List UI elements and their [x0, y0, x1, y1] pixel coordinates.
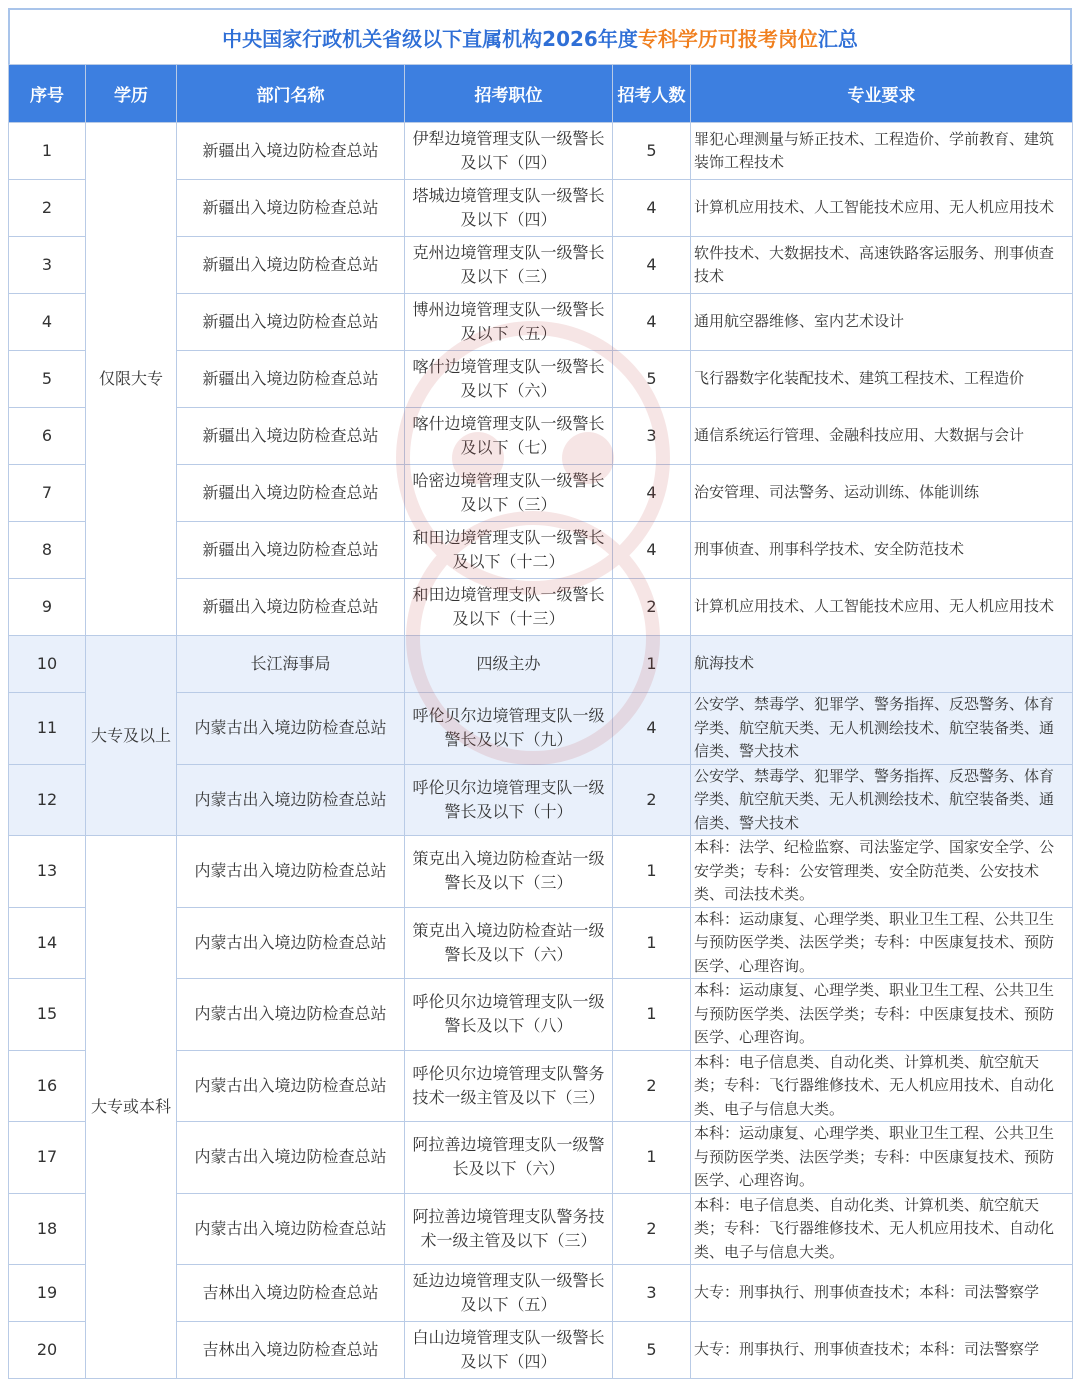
cell-count: 1 [613, 907, 691, 979]
cell-department: 吉林出入境边防检查总站 [177, 1322, 405, 1379]
cell-count: 1 [613, 1122, 691, 1194]
cell-position: 塔城边境管理支队一级警长及以下（四） [405, 180, 613, 237]
cell-no: 13 [9, 836, 86, 908]
cell-count: 5 [613, 123, 691, 180]
cell-department: 新疆出入境边防检查总站 [177, 237, 405, 294]
cell-count: 2 [613, 1193, 691, 1265]
cell-no: 19 [9, 1265, 86, 1322]
cell-count: 4 [613, 237, 691, 294]
cell-position: 阿拉善边境管理支队一级警长及以下（六） [405, 1122, 613, 1194]
cell-position: 和田边境管理支队一级警长及以下（十二） [405, 522, 613, 579]
cell-position: 呼伦贝尔边境管理支队一级警长及以下（十） [405, 764, 613, 836]
cell-department: 新疆出入境边防检查总站 [177, 408, 405, 465]
cell-no: 17 [9, 1122, 86, 1194]
cell-position: 四级主办 [405, 636, 613, 693]
cell-count: 4 [613, 294, 691, 351]
cell-major: 本科：电子信息类、自动化类、计算机类、航空航天类；专科：飞行器维修技术、无人机应用技术、自动化类、电子与信息大类。 [691, 1050, 1073, 1122]
cell-count: 2 [613, 764, 691, 836]
cell-department: 新疆出入境边防检查总站 [177, 351, 405, 408]
cell-position: 呼伦贝尔边境管理支队警务技术一级主管及以下（三） [405, 1050, 613, 1122]
cell-no: 10 [9, 636, 86, 693]
cell-no: 16 [9, 1050, 86, 1122]
cell-count: 4 [613, 522, 691, 579]
cell-major: 刑事侦查、刑事科学技术、安全防范技术 [691, 522, 1073, 579]
cell-position: 策克出入境边防检查站一级警长及以下（三） [405, 836, 613, 908]
table-title [8, 8, 1072, 64]
cell-department: 新疆出入境边防检查总站 [177, 522, 405, 579]
cell-major: 通用航空器维修、室内艺术设计 [691, 294, 1073, 351]
cell-position: 喀什边境管理支队一级警长及以下（七） [405, 408, 613, 465]
cell-major: 软件技术、大数据技术、高速铁路客运服务、刑事侦查技术 [691, 237, 1073, 294]
cell-no: 8 [9, 522, 86, 579]
cell-department: 新疆出入境边防检查总站 [177, 579, 405, 636]
table-sheet [8, 8, 1072, 1376]
title-tail: 汇总 [817, 26, 858, 51]
cell-major: 计算机应用技术、人工智能技术应用、无人机应用技术 [691, 579, 1073, 636]
cell-major: 大专：刑事执行、刑事侦查技术；本科：司法警察学 [691, 1322, 1073, 1379]
table-row [9, 123, 1073, 180]
cell-major: 公安学、禁毒学、犯罪学、警务指挥、反恐警务、体育学类、航空航天类、无人机测绘技术、航空装备类、通信类、警犬技术 [691, 764, 1073, 836]
cell-position: 克州边境管理支队一级警长及以下（三） [405, 237, 613, 294]
header-department: 部门名称 [177, 65, 405, 123]
cell-no: 11 [9, 693, 86, 765]
cell-position: 呼伦贝尔边境管理支队一级警长及以下（九） [405, 693, 613, 765]
cell-count: 1 [613, 836, 691, 908]
cell-position: 阿拉善边境管理支队警务技术一级主管及以下（三） [405, 1193, 613, 1265]
cell-department: 新疆出入境边防检查总站 [177, 294, 405, 351]
cell-department: 新疆出入境边防检查总站 [177, 465, 405, 522]
cell-no: 12 [9, 764, 86, 836]
cell-department: 新疆出入境边防检查总站 [177, 180, 405, 237]
cell-major: 治安管理、司法警务、运动训练、体能训练 [691, 465, 1073, 522]
cell-department: 内蒙古出入境边防检查总站 [177, 693, 405, 765]
header-education: 学历 [86, 65, 177, 123]
cell-no: 2 [9, 180, 86, 237]
cell-major: 大专：刑事执行、刑事侦查技术；本科：司法警察学 [691, 1265, 1073, 1322]
cell-major: 本科：电子信息类、自动化类、计算机类、航空航天类；专科：飞行器维修技术、无人机应用技术、自动化类、电子与信息大类。 [691, 1193, 1073, 1265]
cell-department: 吉林出入境边防检查总站 [177, 1265, 405, 1322]
cell-no: 7 [9, 465, 86, 522]
cell-major: 本科：运动康复、心理学类、职业卫生工程、公共卫生与预防医学类、法医学类；专科：中医康复技术、预防医学、心理咨询。 [691, 1122, 1073, 1194]
cell-major: 航海技术 [691, 636, 1073, 693]
cell-department: 内蒙古出入境边防检查总站 [177, 1050, 405, 1122]
cell-no: 18 [9, 1193, 86, 1265]
header-major: 专业要求 [691, 65, 1073, 123]
table-row [9, 836, 1073, 908]
cell-count: 4 [613, 465, 691, 522]
title-highlight: 专科学历可报考岗位 [637, 26, 818, 51]
cell-major: 罪犯心理测量与矫正技术、工程造价、学前教育、建筑装饰工程技术 [691, 123, 1073, 180]
header-row [9, 65, 1073, 123]
cell-department: 内蒙古出入境边防检查总站 [177, 907, 405, 979]
header-no: 序号 [9, 65, 86, 123]
cell-department: 内蒙古出入境边防检查总站 [177, 1193, 405, 1265]
table-row [9, 636, 1073, 693]
cell-position: 伊犁边境管理支队一级警长及以下（四） [405, 123, 613, 180]
cell-department: 内蒙古出入境边防检查总站 [177, 836, 405, 908]
cell-position: 和田边境管理支队一级警长及以下（十三） [405, 579, 613, 636]
cell-count: 2 [613, 1050, 691, 1122]
cell-education-group: 大专及以上 [86, 636, 177, 836]
cell-count: 2 [613, 579, 691, 636]
cell-education-group: 大专或本科 [86, 836, 177, 1379]
cell-count: 3 [613, 1265, 691, 1322]
cell-major: 公安学、禁毒学、犯罪学、警务指挥、反恐警务、体育学类、航空航天类、无人机测绘技术、航空装备类、通信类、警犬技术 [691, 693, 1073, 765]
cell-position: 策克出入境边防检查站一级警长及以下（六） [405, 907, 613, 979]
cell-no: 3 [9, 237, 86, 294]
cell-position: 白山边境管理支队一级警长及以下（四） [405, 1322, 613, 1379]
cell-no: 6 [9, 408, 86, 465]
cell-no: 4 [9, 294, 86, 351]
cell-count: 4 [613, 180, 691, 237]
cell-no: 9 [9, 579, 86, 636]
cell-no: 5 [9, 351, 86, 408]
cell-major: 计算机应用技术、人工智能技术应用、无人机应用技术 [691, 180, 1073, 237]
cell-department: 长江海事局 [177, 636, 405, 693]
cell-no: 15 [9, 979, 86, 1051]
cell-education-group: 仅限大专 [86, 123, 177, 636]
header-count: 招考人数 [613, 65, 691, 123]
cell-no: 1 [9, 123, 86, 180]
cell-no: 14 [9, 907, 86, 979]
cell-department: 新疆出入境边防检查总站 [177, 123, 405, 180]
cell-position: 喀什边境管理支队一级警长及以下（六） [405, 351, 613, 408]
cell-count: 5 [613, 1322, 691, 1379]
positions-table [8, 64, 1073, 1379]
cell-position: 延边边境管理支队一级警长及以下（五） [405, 1265, 613, 1322]
cell-position: 博州边境管理支队一级警长及以下（五） [405, 294, 613, 351]
cell-department: 内蒙古出入境边防检查总站 [177, 979, 405, 1051]
cell-count: 1 [613, 979, 691, 1051]
cell-count: 1 [613, 636, 691, 693]
cell-department: 内蒙古出入境边防检查总站 [177, 764, 405, 836]
cell-department: 内蒙古出入境边防检查总站 [177, 1122, 405, 1194]
cell-position: 呼伦贝尔边境管理支队一级警长及以下（八） [405, 979, 613, 1051]
cell-count: 5 [613, 351, 691, 408]
title-main: 中央国家行政机关省级以下直属机构2026年度 [222, 26, 638, 51]
cell-major: 本科：法学、纪检监察、司法鉴定学、国家安全学、公安学类；专科：公安管理类、安全防范类、公安技术类、司法技术类。 [691, 836, 1073, 908]
cell-count: 3 [613, 408, 691, 465]
cell-position: 哈密边境管理支队一级警长及以下（三） [405, 465, 613, 522]
cell-count: 4 [613, 693, 691, 765]
cell-major: 通信系统运行管理、金融科技应用、大数据与会计 [691, 408, 1073, 465]
header-position: 招考职位 [405, 65, 613, 123]
cell-no: 20 [9, 1322, 86, 1379]
cell-major: 本科：运动康复、心理学类、职业卫生工程、公共卫生与预防医学类、法医学类；专科：中医康复技术、预防医学、心理咨询。 [691, 979, 1073, 1051]
cell-major: 飞行器数字化装配技术、建筑工程技术、工程造价 [691, 351, 1073, 408]
cell-major: 本科：运动康复、心理学类、职业卫生工程、公共卫生与预防医学类、法医学类；专科：中医康复技术、预防医学、心理咨询。 [691, 907, 1073, 979]
